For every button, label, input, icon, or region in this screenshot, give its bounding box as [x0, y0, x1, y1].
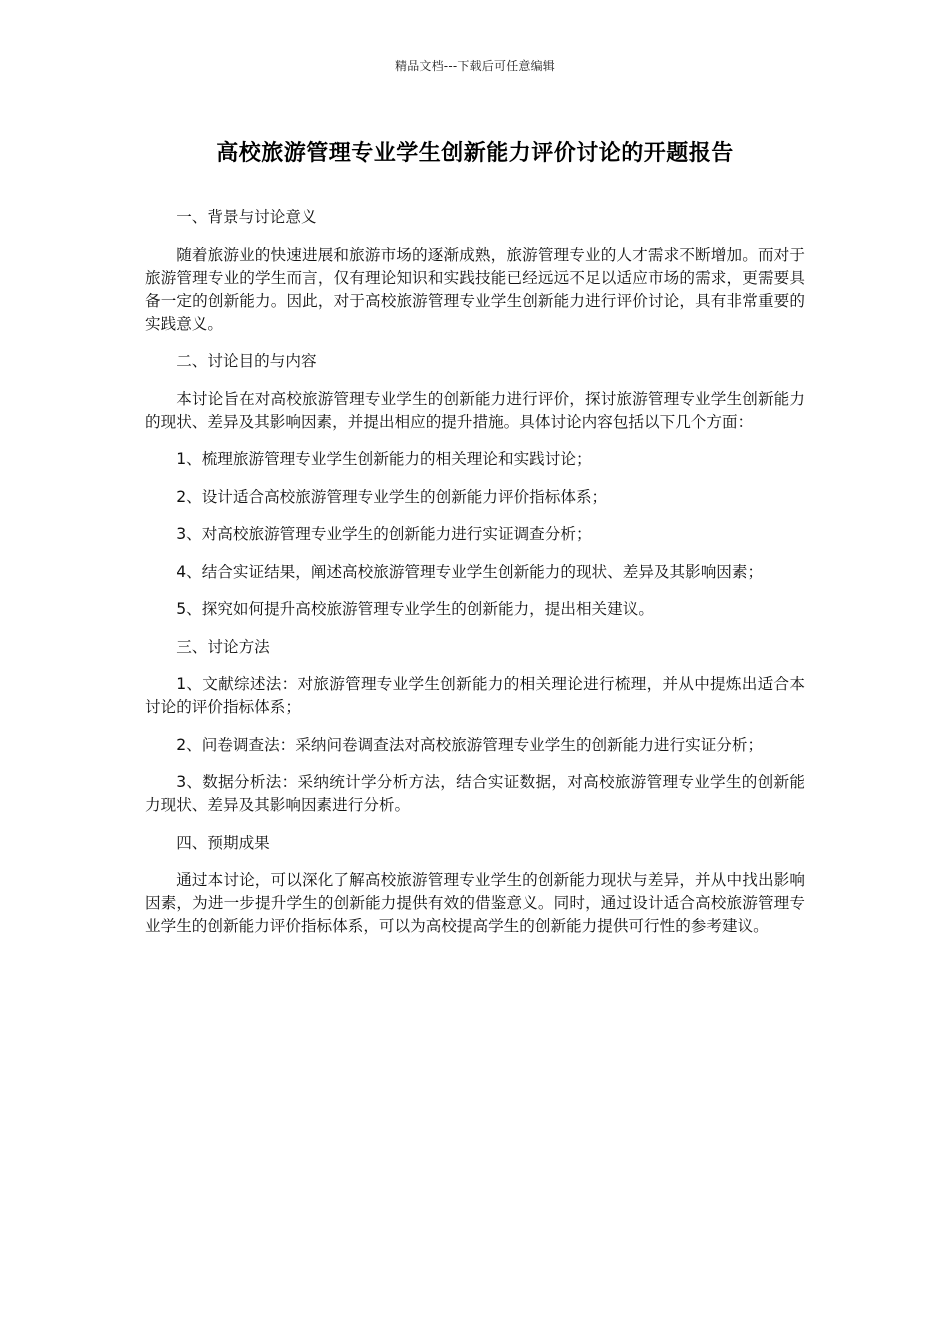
document-body — [145, 206, 805, 953]
list-item-objective-3: 3、对高校旅游管理专业学生的创新能力进行实证调查分析； — [176, 525, 592, 543]
list-item-method-3: 3、数据分析法：采纳统计学分析方法，结合实证数据，对高校旅游管理专业学生的创新能力现状、差异及其影响因素进行分析。 — [145, 773, 805, 814]
section-heading-methods: 三、讨论方法 — [176, 637, 270, 656]
list-item-objective-1: 1、梳理旅游管理专业学生创新能力的相关理论和实践讨论； — [176, 450, 592, 468]
list-item-method-2: 2、问卷调查法：采纳问卷调查法对高校旅游管理专业学生的创新能力进行实证分析； — [176, 735, 764, 754]
list-item-method-1: 1、文献综述法：对旅游管理专业学生创新能力的相关理论进行梳理，并从中提炼出适合本讨论的评价指标体系； — [145, 675, 805, 716]
document-title: 高校旅游管理专业学生创新能力评价讨论的开题报告 — [216, 141, 734, 166]
list-item-objective-4: 4、结合实证结果，阐述高校旅游管理专业学生创新能力的现状、差异及其影响因素； — [176, 562, 764, 581]
paragraph-objectives-intro: 本讨论旨在对高校旅游管理专业学生的创新能力进行评价，探讨旅游管理专业学生创新能力的现状、差异及其影响因素，并提出相应的提升措施。具体讨论内容包括以下几个方面： — [145, 389, 805, 431]
section-heading-background: 一、背景与讨论意义 — [176, 208, 317, 226]
page-header: 精品文档---下载后可任意编辑 — [395, 59, 555, 73]
paragraph-outcomes: 通过本讨论，可以深化了解高校旅游管理专业学生的创新能力现状与差异，并从中找出影响因素，为进一步提升学生的创新能力提供有效的借鉴意义。同时，通过设计适合高校旅游管理专业学生的创新能力评价指标体系，可以为高校提高学生的创新能力提供可行性的参考建议。 — [145, 871, 805, 935]
section-heading-outcomes: 四、预期成果 — [176, 833, 270, 852]
paragraph-background: 随着旅游业的快速进展和旅游市场的逐渐成熟，旅游管理专业的人才需求不断增加。而对于旅游管理专业的学生而言，仅有理论知识和实践技能已经远远不足以适应市场的需求，更需要具备一定的创新能力。因此，对于高校旅游管理专业学生创新能力进行评价讨论，具有非常重要的实践意义。 — [145, 245, 805, 333]
section-heading-objectives: 二、讨论目的与内容 — [176, 352, 317, 370]
list-item-objective-5: 5、探究如何提升高校旅游管理专业学生的创新能力，提出相关建议。 — [176, 600, 654, 618]
list-item-objective-2: 2、设计适合高校旅游管理专业学生的创新能力评价指标体系； — [176, 487, 608, 506]
